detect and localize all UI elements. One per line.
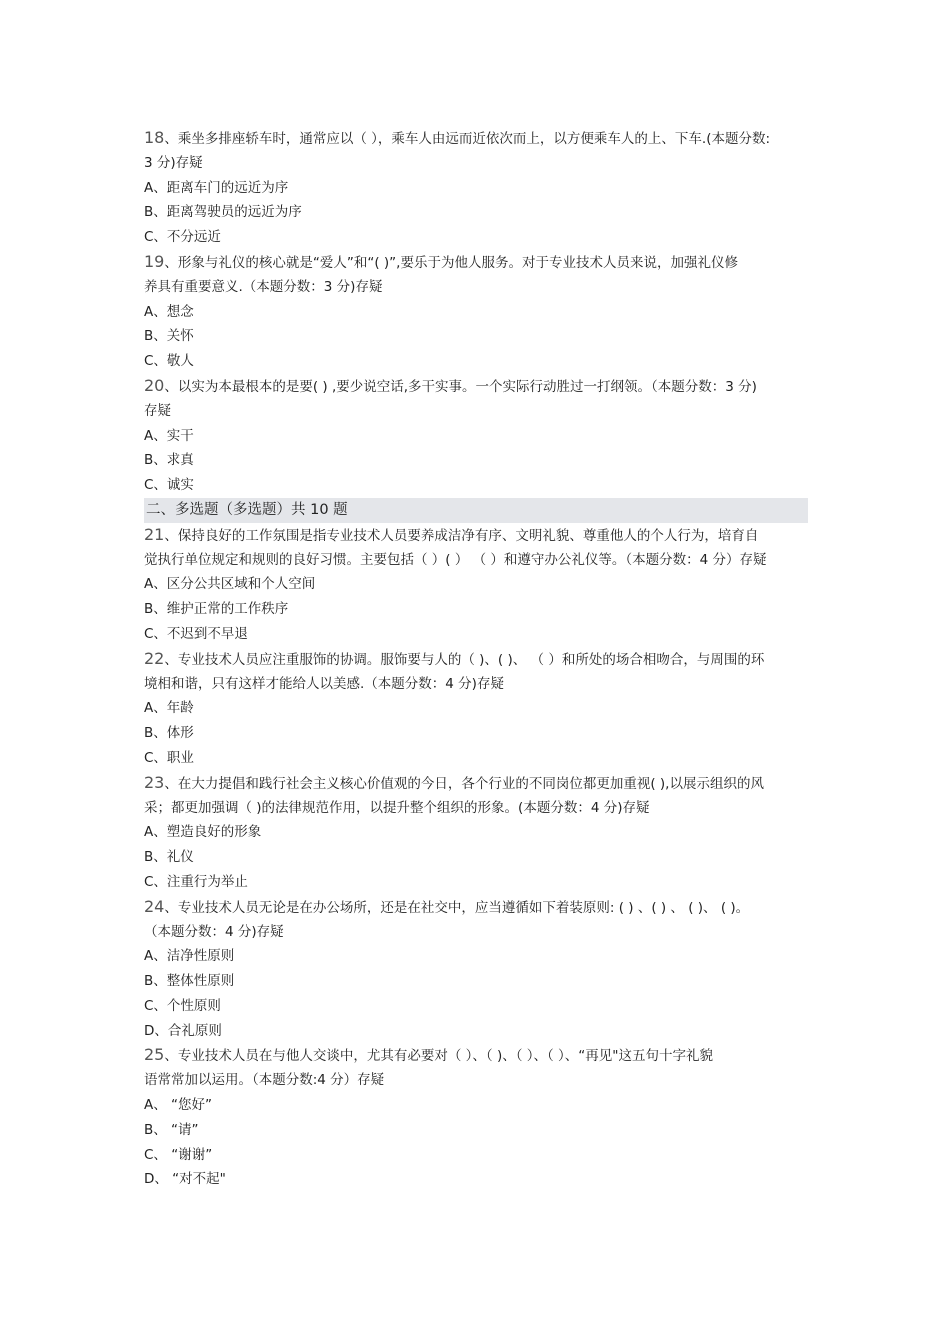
option-c[interactable]: C、诚实 [144,477,194,494]
question-text: 、专业技术人员无论是在办公场所，还是在社交中，应当遵循如下着装原则: ( ) 、( ) 、 ( )、 ( )。 [164,899,750,916]
question-text-line-2: 3 分)存疑 [144,154,203,171]
question-number: 22 [144,648,165,668]
option-c[interactable]: C、注重行为举止 [144,873,248,890]
question-text-line-1 [144,523,808,548]
question-number: 21 [144,524,165,544]
question-text: 、形象与礼仪的核心就是“爱人”和“( )”,要乐于为他人服务。对于专业技术人员来说，加强礼仪修 [164,254,738,271]
question-text-line-2: 养具有重要意义.（本题分数：3 分)存疑 [144,278,383,295]
question-text-line-1 [144,771,808,796]
option-a[interactable]: A、塑造良好的形象 [144,824,262,841]
question-22 [144,647,808,771]
question-number: 20 [144,375,165,395]
option-c[interactable]: C、敬人 [144,353,194,370]
option-b[interactable]: B、关怀 [144,328,194,345]
question-text-line-1 [144,895,808,920]
option-a[interactable]: A、想念 [144,303,194,320]
option-d[interactable]: D、合礼原则 [144,1022,222,1039]
question-text-line-2: 存疑 [144,402,171,419]
question-text-line-1 [144,250,808,275]
option-c[interactable]: C、职业 [144,749,194,766]
question-text: 、保持良好的工作氛围是指专业技术人员要养成洁净有序、文明礼貌、尊重他人的个人行为，培育自 [164,527,759,544]
option-a[interactable]: A、区分公共区域和个人空间 [144,576,316,593]
option-c[interactable]: C、不分远近 [144,229,221,246]
question-text: 、以实为本最根本的是要( ) ,要少说空话,多干实事。一个实际行动胜过一打纲领。（本题分数：3 分) [164,378,757,395]
question-20 [144,374,808,498]
question-text-line-2: （本题分数：4 分)存疑 [144,923,284,940]
question-23 [144,771,808,895]
question-number: 18 [144,128,165,147]
option-c[interactable]: C、个性原则 [144,997,221,1014]
question-text-line-1 [144,1043,808,1068]
option-b[interactable]: B、求真 [144,452,194,469]
section-header-multiple-choice: 二、多选题（多选题）共 10 题 [144,498,808,523]
option-a[interactable]: A、实干 [144,427,194,444]
question-text: 、在大力提倡和践行社会主义核心价值观的今日，各个行业的不同岗位都更加重视( ),以展示组织的风 [164,775,764,792]
question-text: 、乘坐多排座轿车时，通常应以（ ），乘车人由远而近依次而上，以方便乘车人的上、下车.(本题分数: [164,131,771,147]
question-text-line-2: 境相和谐，只有这样才能给人以美感.（本题分数：4 分)存疑 [144,675,504,692]
option-b[interactable]: B、 “请” [144,1121,199,1138]
option-a[interactable]: A、洁净性原则 [144,948,235,965]
option-c[interactable]: C、 “谢谢” [144,1146,213,1163]
question-text: 、专业技术人员应注重服饰的协调。服饰要与人的（ )、( )、 （ ）和所处的场合相吻合，与周围的环 [164,651,765,668]
question-number: 23 [144,772,165,792]
option-b[interactable]: B、体形 [144,725,194,742]
option-b[interactable]: B、维护正常的工作秩序 [144,601,289,618]
option-a[interactable]: A、年龄 [144,700,194,717]
question-number: 25 [144,1045,165,1065]
question-number: 24 [144,896,165,916]
question-page [144,126,808,1192]
option-d[interactable]: D、 “对不起" [144,1171,226,1188]
question-text-line-1 [144,126,808,151]
question-text-line-1 [144,374,808,399]
question-24 [144,895,808,1044]
option-b[interactable]: B、整体性原则 [144,973,235,990]
question-21 [144,523,808,647]
question-text-line-2: 采；都更加强调（ )的法律规范作用，以提升整个组织的形象。(本题分数：4 分)存疑 [144,799,650,816]
question-text: 、专业技术人员在与他人交谈中，尤其有必要对（ ）、（ )、（ ）、（ ）、“再见"这五句十字礼貌 [164,1048,713,1065]
option-b[interactable]: B、礼仪 [144,849,194,866]
option-a[interactable]: A、 “您好” [144,1097,213,1114]
question-text-line-1 [144,647,808,672]
option-b[interactable]: B、距离驾驶员的远近为序 [144,204,302,221]
question-19 [144,250,808,374]
question-18 [144,126,808,250]
option-a[interactable]: A、距离车门的远近为序 [144,179,289,196]
question-25 [144,1043,808,1192]
question-text-line-2: 觉执行单位规定和规则的良好习惯。主要包括（ ）( ） （ ）和遵守办公礼仪等。（本题分数：4 分）存疑 [144,551,767,568]
question-text-line-2: 语常常加以运用。（本题分数:4 分）存疑 [144,1072,385,1089]
question-number: 19 [144,251,165,271]
option-c[interactable]: C、不迟到不早退 [144,625,248,642]
